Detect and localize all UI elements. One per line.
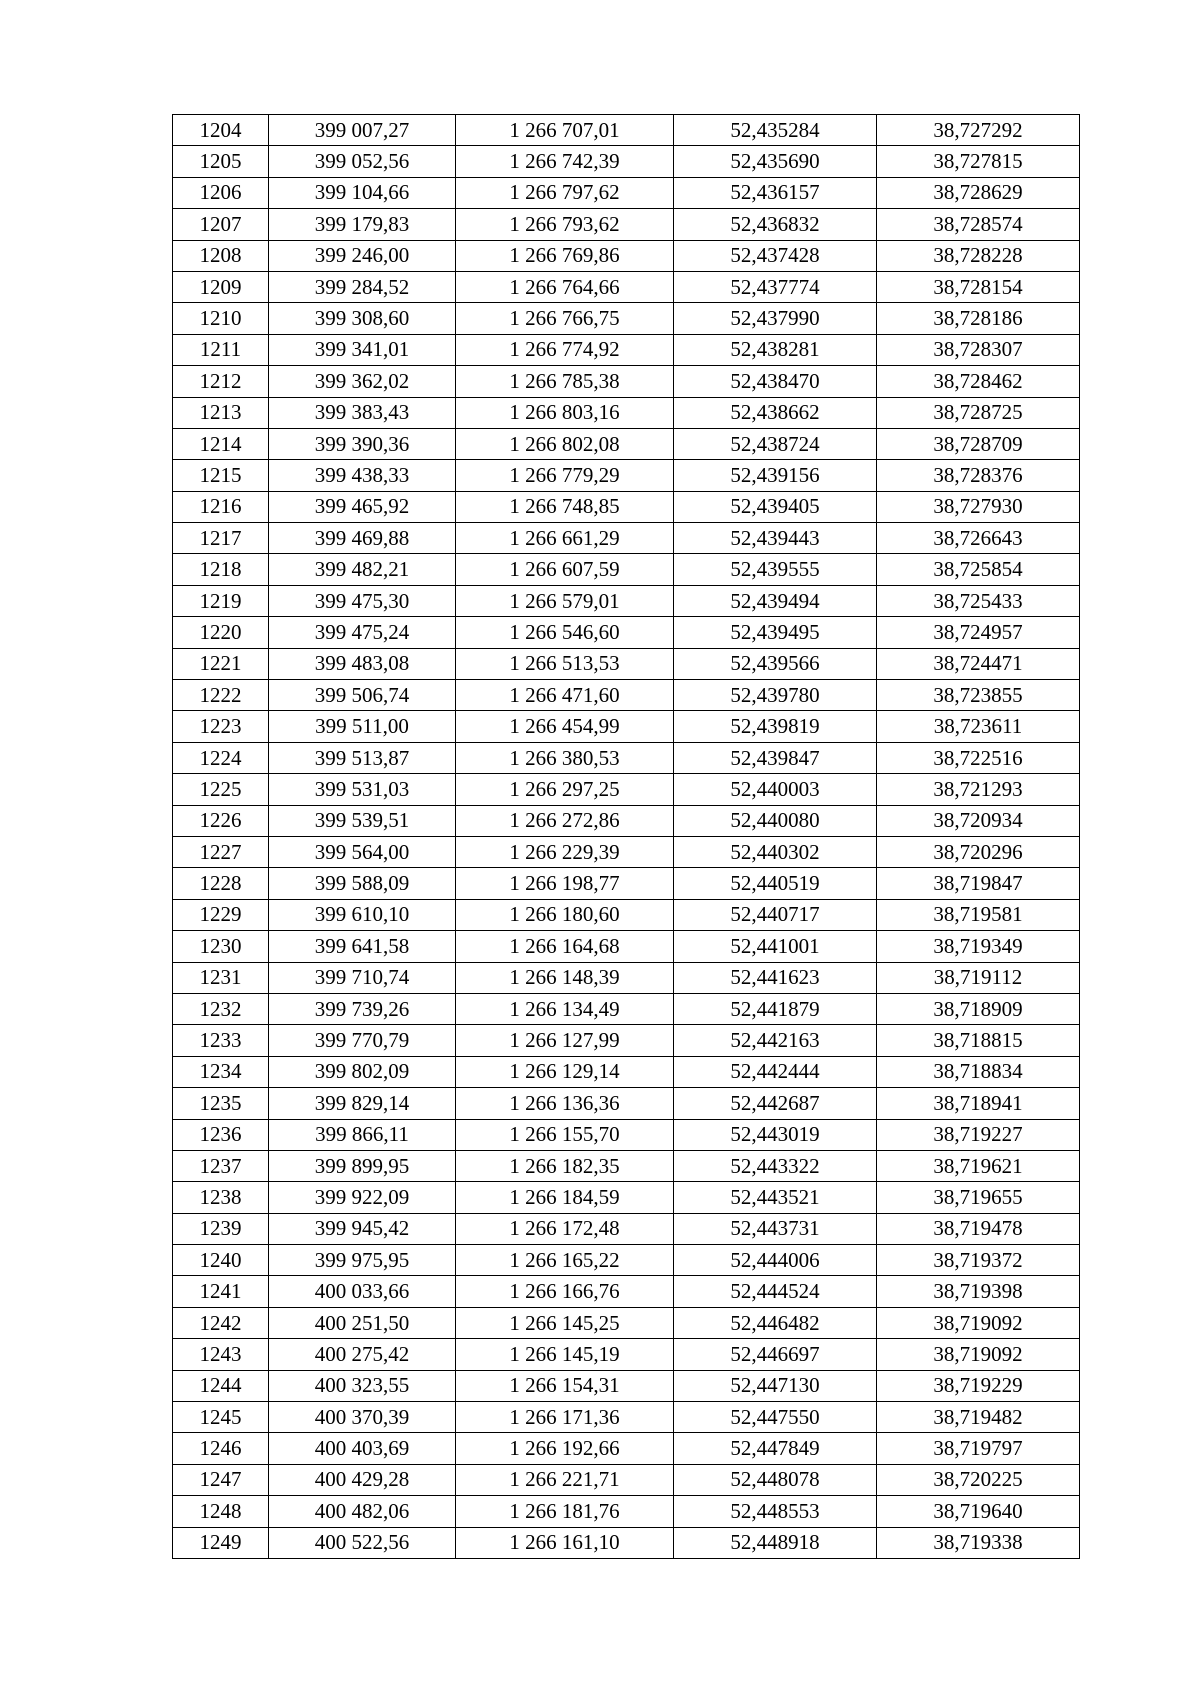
table-row: [173, 460, 1080, 491]
y-coordinate-cell: 1 266 134,49: [456, 993, 674, 1024]
longitude-cell: 38,719655: [877, 1182, 1080, 1213]
y-coordinate-cell: 1 266 797,62: [456, 177, 674, 208]
longitude-cell: 38,718909: [877, 993, 1080, 1024]
table-row: [173, 711, 1080, 742]
latitude-cell: 52,441879: [674, 993, 877, 1024]
latitude-cell: 52,435284: [674, 115, 877, 146]
point-number-cell: 1221: [173, 648, 269, 679]
longitude-cell: 38,728186: [877, 303, 1080, 334]
table-row: [173, 177, 1080, 208]
x-coordinate-cell: 399 482,21: [269, 554, 456, 585]
latitude-cell: 52,439156: [674, 460, 877, 491]
table-row: [173, 209, 1080, 240]
point-number-cell: 1207: [173, 209, 269, 240]
y-coordinate-cell: 1 266 192,66: [456, 1433, 674, 1464]
y-coordinate-cell: 1 266 707,01: [456, 115, 674, 146]
coordinates-table: [172, 114, 1080, 1559]
point-number-cell: 1237: [173, 1150, 269, 1181]
point-number-cell: 1210: [173, 303, 269, 334]
longitude-cell: 38,728709: [877, 428, 1080, 459]
table-row: [173, 742, 1080, 773]
latitude-cell: 52,443731: [674, 1213, 877, 1244]
longitude-cell: 38,719482: [877, 1402, 1080, 1433]
point-number-cell: 1225: [173, 774, 269, 805]
point-number-cell: 1234: [173, 1056, 269, 1087]
latitude-cell: 52,438281: [674, 334, 877, 365]
y-coordinate-cell: 1 266 171,36: [456, 1402, 674, 1433]
point-number-cell: 1204: [173, 115, 269, 146]
table-row: [173, 774, 1080, 805]
longitude-cell: 38,719621: [877, 1150, 1080, 1181]
x-coordinate-cell: 399 483,08: [269, 648, 456, 679]
x-coordinate-cell: 400 251,50: [269, 1307, 456, 1338]
latitude-cell: 52,437774: [674, 271, 877, 302]
y-coordinate-cell: 1 266 380,53: [456, 742, 674, 773]
y-coordinate-cell: 1 266 229,39: [456, 836, 674, 867]
point-number-cell: 1244: [173, 1370, 269, 1401]
table-row: [173, 303, 1080, 334]
x-coordinate-cell: 399 564,00: [269, 836, 456, 867]
point-number-cell: 1220: [173, 617, 269, 648]
latitude-cell: 52,436157: [674, 177, 877, 208]
longitude-cell: 38,723611: [877, 711, 1080, 742]
longitude-cell: 38,719797: [877, 1433, 1080, 1464]
longitude-cell: 38,728154: [877, 271, 1080, 302]
latitude-cell: 52,435690: [674, 146, 877, 177]
table-row: [173, 1213, 1080, 1244]
latitude-cell: 52,448918: [674, 1527, 877, 1558]
y-coordinate-cell: 1 266 166,76: [456, 1276, 674, 1307]
point-number-cell: 1239: [173, 1213, 269, 1244]
point-number-cell: 1246: [173, 1433, 269, 1464]
x-coordinate-cell: 399 341,01: [269, 334, 456, 365]
table-row: [173, 1496, 1080, 1527]
longitude-cell: 38,719112: [877, 962, 1080, 993]
x-coordinate-cell: 399 308,60: [269, 303, 456, 334]
longitude-cell: 38,727815: [877, 146, 1080, 177]
latitude-cell: 52,440717: [674, 899, 877, 930]
latitude-cell: 52,440003: [674, 774, 877, 805]
x-coordinate-cell: 399 829,14: [269, 1088, 456, 1119]
x-coordinate-cell: 400 275,42: [269, 1339, 456, 1370]
x-coordinate-cell: 399 975,95: [269, 1245, 456, 1276]
longitude-cell: 38,723855: [877, 680, 1080, 711]
point-number-cell: 1208: [173, 240, 269, 271]
table-row: [173, 1527, 1080, 1558]
table-row: [173, 648, 1080, 679]
table-row: [173, 397, 1080, 428]
point-number-cell: 1214: [173, 428, 269, 459]
x-coordinate-cell: 399 531,03: [269, 774, 456, 805]
y-coordinate-cell: 1 266 766,75: [456, 303, 674, 334]
longitude-cell: 38,719349: [877, 931, 1080, 962]
latitude-cell: 52,440302: [674, 836, 877, 867]
x-coordinate-cell: 399 475,24: [269, 617, 456, 648]
point-number-cell: 1245: [173, 1402, 269, 1433]
x-coordinate-cell: 399 610,10: [269, 899, 456, 930]
y-coordinate-cell: 1 266 546,60: [456, 617, 674, 648]
longitude-cell: 38,725854: [877, 554, 1080, 585]
point-number-cell: 1216: [173, 491, 269, 522]
longitude-cell: 38,719092: [877, 1307, 1080, 1338]
longitude-cell: 38,727930: [877, 491, 1080, 522]
x-coordinate-cell: 399 390,36: [269, 428, 456, 459]
longitude-cell: 38,719372: [877, 1245, 1080, 1276]
x-coordinate-cell: 399 465,92: [269, 491, 456, 522]
x-coordinate-cell: 399 438,33: [269, 460, 456, 491]
longitude-cell: 38,728307: [877, 334, 1080, 365]
longitude-cell: 38,719398: [877, 1276, 1080, 1307]
longitude-cell: 38,726643: [877, 523, 1080, 554]
longitude-cell: 38,719092: [877, 1339, 1080, 1370]
latitude-cell: 52,448553: [674, 1496, 877, 1527]
x-coordinate-cell: 399 588,09: [269, 868, 456, 899]
table-row: [173, 1150, 1080, 1181]
table-row: [173, 271, 1080, 302]
latitude-cell: 52,447550: [674, 1402, 877, 1433]
longitude-cell: 38,724471: [877, 648, 1080, 679]
longitude-cell: 38,719847: [877, 868, 1080, 899]
x-coordinate-cell: 400 429,28: [269, 1464, 456, 1495]
table-row: [173, 554, 1080, 585]
longitude-cell: 38,728725: [877, 397, 1080, 428]
latitude-cell: 52,447130: [674, 1370, 877, 1401]
table-row: [173, 366, 1080, 397]
x-coordinate-cell: 399 802,09: [269, 1056, 456, 1087]
y-coordinate-cell: 1 266 607,59: [456, 554, 674, 585]
y-coordinate-cell: 1 266 297,25: [456, 774, 674, 805]
x-coordinate-cell: 399 007,27: [269, 115, 456, 146]
y-coordinate-cell: 1 266 774,92: [456, 334, 674, 365]
x-coordinate-cell: 399 539,51: [269, 805, 456, 836]
table-row: [173, 1088, 1080, 1119]
latitude-cell: 52,443019: [674, 1119, 877, 1150]
longitude-cell: 38,720296: [877, 836, 1080, 867]
x-coordinate-cell: 399 710,74: [269, 962, 456, 993]
point-number-cell: 1228: [173, 868, 269, 899]
latitude-cell: 52,438662: [674, 397, 877, 428]
y-coordinate-cell: 1 266 180,60: [456, 899, 674, 930]
x-coordinate-cell: 399 866,11: [269, 1119, 456, 1150]
x-coordinate-cell: 399 513,87: [269, 742, 456, 773]
latitude-cell: 52,446482: [674, 1307, 877, 1338]
table-row: [173, 428, 1080, 459]
latitude-cell: 52,439780: [674, 680, 877, 711]
point-number-cell: 1233: [173, 1025, 269, 1056]
x-coordinate-cell: 400 370,39: [269, 1402, 456, 1433]
table-row: [173, 1464, 1080, 1495]
table-row: [173, 1433, 1080, 1464]
longitude-cell: 38,728228: [877, 240, 1080, 271]
point-number-cell: 1247: [173, 1464, 269, 1495]
x-coordinate-cell: 399 383,43: [269, 397, 456, 428]
longitude-cell: 38,719581: [877, 899, 1080, 930]
longitude-cell: 38,720225: [877, 1464, 1080, 1495]
point-number-cell: 1224: [173, 742, 269, 773]
table-row: [173, 523, 1080, 554]
latitude-cell: 52,443322: [674, 1150, 877, 1181]
y-coordinate-cell: 1 266 161,10: [456, 1527, 674, 1558]
latitude-cell: 52,444006: [674, 1245, 877, 1276]
latitude-cell: 52,441001: [674, 931, 877, 962]
table-row: [173, 1056, 1080, 1087]
point-number-cell: 1212: [173, 366, 269, 397]
y-coordinate-cell: 1 266 793,62: [456, 209, 674, 240]
y-coordinate-cell: 1 266 803,16: [456, 397, 674, 428]
x-coordinate-cell: 399 770,79: [269, 1025, 456, 1056]
longitude-cell: 38,719227: [877, 1119, 1080, 1150]
table-row: [173, 868, 1080, 899]
point-number-cell: 1219: [173, 585, 269, 616]
latitude-cell: 52,443521: [674, 1182, 877, 1213]
table-row: [173, 931, 1080, 962]
latitude-cell: 52,436832: [674, 209, 877, 240]
latitude-cell: 52,439566: [674, 648, 877, 679]
longitude-cell: 38,719478: [877, 1213, 1080, 1244]
y-coordinate-cell: 1 266 136,36: [456, 1088, 674, 1119]
latitude-cell: 52,439819: [674, 711, 877, 742]
latitude-cell: 52,446697: [674, 1339, 877, 1370]
y-coordinate-cell: 1 266 769,86: [456, 240, 674, 271]
table-row: [173, 617, 1080, 648]
y-coordinate-cell: 1 266 198,77: [456, 868, 674, 899]
latitude-cell: 52,442444: [674, 1056, 877, 1087]
longitude-cell: 38,725433: [877, 585, 1080, 616]
longitude-cell: 38,728462: [877, 366, 1080, 397]
longitude-cell: 38,721293: [877, 774, 1080, 805]
y-coordinate-cell: 1 266 184,59: [456, 1182, 674, 1213]
y-coordinate-cell: 1 266 154,31: [456, 1370, 674, 1401]
latitude-cell: 52,437428: [674, 240, 877, 271]
latitude-cell: 52,444524: [674, 1276, 877, 1307]
latitude-cell: 52,439555: [674, 554, 877, 585]
y-coordinate-cell: 1 266 165,22: [456, 1245, 674, 1276]
x-coordinate-cell: 399 922,09: [269, 1182, 456, 1213]
table-row: [173, 491, 1080, 522]
latitude-cell: 52,440519: [674, 868, 877, 899]
table-row: [173, 1245, 1080, 1276]
y-coordinate-cell: 1 266 471,60: [456, 680, 674, 711]
table-row: [173, 680, 1080, 711]
point-number-cell: 1209: [173, 271, 269, 302]
latitude-cell: 52,448078: [674, 1464, 877, 1495]
x-coordinate-cell: 400 323,55: [269, 1370, 456, 1401]
table-row: [173, 1276, 1080, 1307]
table-row: [173, 334, 1080, 365]
x-coordinate-cell: 399 945,42: [269, 1213, 456, 1244]
table-row: [173, 1402, 1080, 1433]
point-number-cell: 1217: [173, 523, 269, 554]
table-row: [173, 115, 1080, 146]
latitude-cell: 52,438724: [674, 428, 877, 459]
y-coordinate-cell: 1 266 127,99: [456, 1025, 674, 1056]
latitude-cell: 52,442163: [674, 1025, 877, 1056]
x-coordinate-cell: 399 052,56: [269, 146, 456, 177]
point-number-cell: 1206: [173, 177, 269, 208]
latitude-cell: 52,440080: [674, 805, 877, 836]
table-row: [173, 146, 1080, 177]
table-row: [173, 1182, 1080, 1213]
point-number-cell: 1230: [173, 931, 269, 962]
y-coordinate-cell: 1 266 802,08: [456, 428, 674, 459]
x-coordinate-cell: 399 469,88: [269, 523, 456, 554]
coordinates-table-body: [173, 115, 1080, 1559]
y-coordinate-cell: 1 266 742,39: [456, 146, 674, 177]
table-row: [173, 1339, 1080, 1370]
latitude-cell: 52,439405: [674, 491, 877, 522]
point-number-cell: 1232: [173, 993, 269, 1024]
latitude-cell: 52,439443: [674, 523, 877, 554]
point-number-cell: 1213: [173, 397, 269, 428]
point-number-cell: 1218: [173, 554, 269, 585]
y-coordinate-cell: 1 266 181,76: [456, 1496, 674, 1527]
y-coordinate-cell: 1 266 748,85: [456, 491, 674, 522]
y-coordinate-cell: 1 266 182,35: [456, 1150, 674, 1181]
longitude-cell: 38,722516: [877, 742, 1080, 773]
y-coordinate-cell: 1 266 272,86: [456, 805, 674, 836]
longitude-cell: 38,728376: [877, 460, 1080, 491]
longitude-cell: 38,728574: [877, 209, 1080, 240]
y-coordinate-cell: 1 266 579,01: [456, 585, 674, 616]
y-coordinate-cell: 1 266 221,71: [456, 1464, 674, 1495]
latitude-cell: 52,439495: [674, 617, 877, 648]
x-coordinate-cell: 399 511,00: [269, 711, 456, 742]
point-number-cell: 1236: [173, 1119, 269, 1150]
table-row: [173, 836, 1080, 867]
x-coordinate-cell: 399 899,95: [269, 1150, 456, 1181]
y-coordinate-cell: 1 266 785,38: [456, 366, 674, 397]
point-number-cell: 1238: [173, 1182, 269, 1213]
longitude-cell: 38,718941: [877, 1088, 1080, 1119]
x-coordinate-cell: 399 739,26: [269, 993, 456, 1024]
y-coordinate-cell: 1 266 145,19: [456, 1339, 674, 1370]
table-row: [173, 899, 1080, 930]
y-coordinate-cell: 1 266 164,68: [456, 931, 674, 962]
longitude-cell: 38,719229: [877, 1370, 1080, 1401]
y-coordinate-cell: 1 266 129,14: [456, 1056, 674, 1087]
x-coordinate-cell: 399 246,00: [269, 240, 456, 271]
latitude-cell: 52,442687: [674, 1088, 877, 1119]
latitude-cell: 52,437990: [674, 303, 877, 334]
table-row: [173, 585, 1080, 616]
latitude-cell: 52,447849: [674, 1433, 877, 1464]
point-number-cell: 1222: [173, 680, 269, 711]
x-coordinate-cell: 399 104,66: [269, 177, 456, 208]
table-row: [173, 805, 1080, 836]
point-number-cell: 1227: [173, 836, 269, 867]
y-coordinate-cell: 1 266 764,66: [456, 271, 674, 302]
point-number-cell: 1205: [173, 146, 269, 177]
latitude-cell: 52,441623: [674, 962, 877, 993]
point-number-cell: 1243: [173, 1339, 269, 1370]
longitude-cell: 38,720934: [877, 805, 1080, 836]
longitude-cell: 38,718834: [877, 1056, 1080, 1087]
y-coordinate-cell: 1 266 513,53: [456, 648, 674, 679]
point-number-cell: 1249: [173, 1527, 269, 1558]
longitude-cell: 38,719640: [877, 1496, 1080, 1527]
longitude-cell: 38,727292: [877, 115, 1080, 146]
y-coordinate-cell: 1 266 454,99: [456, 711, 674, 742]
point-number-cell: 1229: [173, 899, 269, 930]
point-number-cell: 1215: [173, 460, 269, 491]
point-number-cell: 1242: [173, 1307, 269, 1338]
latitude-cell: 52,439494: [674, 585, 877, 616]
table-row: [173, 962, 1080, 993]
x-coordinate-cell: 399 506,74: [269, 680, 456, 711]
x-coordinate-cell: 400 522,56: [269, 1527, 456, 1558]
table-row: [173, 240, 1080, 271]
point-number-cell: 1231: [173, 962, 269, 993]
point-number-cell: 1248: [173, 1496, 269, 1527]
table-row: [173, 1025, 1080, 1056]
y-coordinate-cell: 1 266 155,70: [456, 1119, 674, 1150]
table-row: [173, 993, 1080, 1024]
point-number-cell: 1223: [173, 711, 269, 742]
x-coordinate-cell: 399 179,83: [269, 209, 456, 240]
x-coordinate-cell: 399 475,30: [269, 585, 456, 616]
y-coordinate-cell: 1 266 148,39: [456, 962, 674, 993]
y-coordinate-cell: 1 266 779,29: [456, 460, 674, 491]
point-number-cell: 1240: [173, 1245, 269, 1276]
longitude-cell: 38,718815: [877, 1025, 1080, 1056]
x-coordinate-cell: 399 284,52: [269, 271, 456, 302]
x-coordinate-cell: 399 641,58: [269, 931, 456, 962]
longitude-cell: 38,719338: [877, 1527, 1080, 1558]
y-coordinate-cell: 1 266 145,25: [456, 1307, 674, 1338]
longitude-cell: 38,724957: [877, 617, 1080, 648]
longitude-cell: 38,728629: [877, 177, 1080, 208]
point-number-cell: 1211: [173, 334, 269, 365]
table-row: [173, 1119, 1080, 1150]
point-number-cell: 1235: [173, 1088, 269, 1119]
y-coordinate-cell: 1 266 661,29: [456, 523, 674, 554]
point-number-cell: 1226: [173, 805, 269, 836]
x-coordinate-cell: 399 362,02: [269, 366, 456, 397]
y-coordinate-cell: 1 266 172,48: [456, 1213, 674, 1244]
x-coordinate-cell: 400 482,06: [269, 1496, 456, 1527]
x-coordinate-cell: 400 033,66: [269, 1276, 456, 1307]
point-number-cell: 1241: [173, 1276, 269, 1307]
latitude-cell: 52,439847: [674, 742, 877, 773]
table-row: [173, 1307, 1080, 1338]
latitude-cell: 52,438470: [674, 366, 877, 397]
x-coordinate-cell: 400 403,69: [269, 1433, 456, 1464]
table-row: [173, 1370, 1080, 1401]
